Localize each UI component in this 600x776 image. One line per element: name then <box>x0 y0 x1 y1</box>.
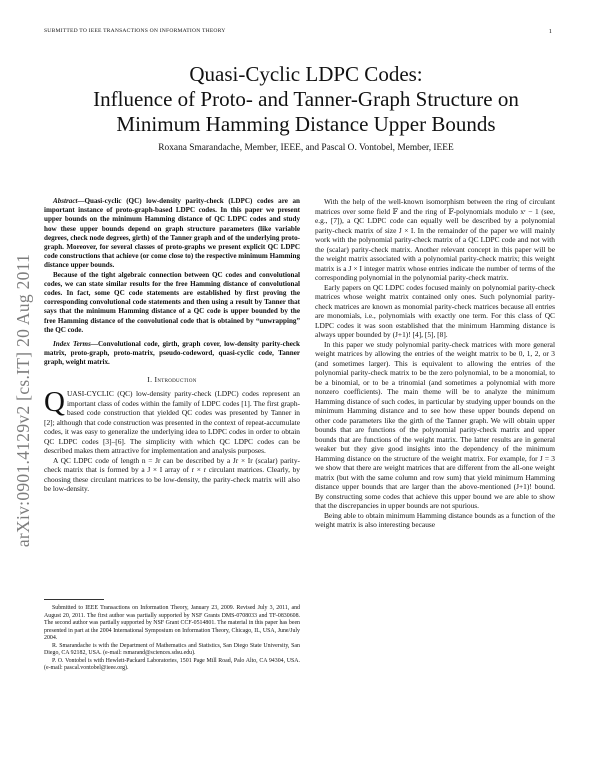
title-line-2: Influence of Proto- and Tanner-Graph Structure on <box>93 87 519 111</box>
footnote-author-2: P. O. Vontobel is with Hewlett-Packard Laboratories, 1501 Page Mill Road, Palo Alto, CA 94304, USA. (e-mail: pascal.vontobel@ieee.org). <box>44 657 300 671</box>
index-terms <box>44 340 300 368</box>
footnote-author-1: R. Smarandache is with the Department of Mathematics and Statistics, San Diego State University, San Diego, CA 92182, USA. (e-mail: rsmarand@sciences.sdsu.edu). <box>44 642 300 656</box>
arxiv-stamp-text: arXiv:0901.4129v2 [cs.IT] 20 Aug 2011 <box>13 253 34 547</box>
paper-title <box>60 62 552 137</box>
abstract-label: Abstract <box>53 197 78 205</box>
abstract-text: —Quasi-cyclic (QC) low-density parity-check (LDPC) codes are an important instance of proto-graph-based LDPC codes. In this paper we present upper bounds on the minimum Hamming distance of QC LDPC codes and study how these upper bounds depend on graph structure parameters (like variable degrees, check node degrees, girth) of the Tanner graph and of the underlying proto-graph. Moreover, for several classes of proto-graphs we present explicit QC LDPC code constructions that achieve (or come close to) the respective minimum Hamming distance upper bounds. <box>44 197 300 270</box>
running-head: SUBMITTED TO IEEE TRANSACTIONS ON INFORMATION THEORY <box>44 28 226 34</box>
right-paragraph-3: In this paper we study polynomial parity-check matrices with more general weight matrices by allowing the entries of the weight matrix to be 0, 1, 2, or 3 (and sometimes larger). This is equivalent to allowing the entries of the polynomial parity-check matrix to be the zero polynomial, to be a monomial, to be a binomial, or to be a trinomial (and sometimes a polynomial with more nonzero coefficients). The main theme will be to analyze the minimum Hamming distance of such codes, in particular by studying upper bounds on the minimum Hamming distance and to see how these upper bounds depend on other code parameters like the girth of the Tanner graph. We will obtain upper bounds that are functions of the polynomial parity-check matrix and upper bounds that are functions of the weight matrix. The latter results are in general weaker but they give good insights into the dependency of the minimum Hamming distance on the structure of the weight matrix. For example, for J = 3 we show that there are weight matrices that are different from the all-one weight matrix (but with the same column and row sum) that yield minimum Hamming distance upper bounds that are larger than the above-mentioned (J+1)! bound. By constructing some codes that achieve this upper bound we are able to show that the discrepancies in upper bounds are not spurious. <box>315 339 555 510</box>
right-paragraph-4: Being able to obtain minimum Hamming distance bounds as a function of the weight matrix is also interesting because <box>315 510 555 529</box>
abstract <box>44 197 300 271</box>
right-column <box>315 197 555 530</box>
footnote-submission: Submitted to IEEE Transactions on Information Theory, January 23, 2009. Revised July 3, 2011, and August 20, 2011. The first author was partially supported by NSF Grants DMS-0708033 and TF-0830608. The second author was partially supported by NSF Grant CCF-0514801. The material in this paper has been presented in part at the 2004 International Symposium on Information Theory, Chicago, IL, USA, June/July 2004. <box>44 605 300 641</box>
abstract-paragraph-2: Because of the tight algebraic connection between QC codes and convolutional codes, we can state similar results for the free Hamming distance of convolutional codes. In fact, some QC code statements are established by first proving the corresponding convolutional code statements and then using a result by Tanner that says that the minimum Hamming distance of a QC code is upper bounded by the free Hamming distance of the convolutional code that is obtained by “unwrapping” the QC code. <box>44 270 300 334</box>
drop-cap: Q <box>44 386 65 419</box>
section-number: I. <box>147 374 153 384</box>
footnotes <box>44 605 300 673</box>
arxiv-stamp <box>4 220 44 580</box>
intro-paragraph-2: A QC LDPC code of length n = Jr can be described by a Jr × Ir (scalar) parity-check matrix that is formed by a J × I array of r × r circulant matrices. Clearly, by choosing these circulant matrices to be low-density, the parity-check matrix will also be low-density. <box>44 455 300 494</box>
left-column <box>44 197 300 494</box>
page-number: 1 <box>548 28 552 35</box>
authors: Roxana Smarandache, Member, IEEE, and Pascal O. Vontobel, Member, IEEE <box>158 143 454 153</box>
footnote-rule <box>44 599 104 600</box>
right-paragraph-2: Early papers on QC LDPC codes focused mainly on polynomial parity-check matrices whose weight matrix contained only ones. Such polynomial parity-check matrices are known as monomial parity-check matrices because all entries are monomials, i.e., polynomials with exactly one term. For this class of QC LDPC codes it was soon established that the minimum Hamming distance is always upper bounded by (J+1)! [4], [5], [8]. <box>315 282 555 339</box>
section-heading <box>44 375 300 385</box>
intro-text-1: (QC) low-density parity-check (LDPC) codes represent an important class of codes within the family of LDPC codes [1]. The first graph-based code construction that yielded QC codes was presented by Tanner in [2]; although that code construction was presented in the context of repeat-accumulate codes, it was easy to generalize the underlying idea to LDPC codes in order to obtain QC LDPC codes [3]–[6]. The simplicity with which QC LDPC codes can be described makes them attractive for implementation and analysis purposes. <box>44 389 300 456</box>
index-terms-label: Index Terms <box>53 340 91 349</box>
index-terms-text: —Convolutional code, girth, graph cover, low-density parity-check matrix, proto-graph, proto-matrix, pseudo-codeword, quasi-cyclic code, Tanner graph, weight matrix. <box>44 340 300 367</box>
section-title: Introduction <box>154 374 197 384</box>
intro-paragraph-1 <box>44 386 300 456</box>
title-line-1: Quasi-Cyclic LDPC Codes: <box>189 62 423 86</box>
title-line-3: Minimum Hamming Distance Upper Bounds <box>116 112 496 136</box>
right-paragraph-1: With the help of the well-known isomorphism between the ring of circulant matrices over some field 𝔽 and the ring of 𝔽-polynomials modulo xʳ − 1 (see, e.g., [7]), a QC LDPC code can equally well be described by a polynomial parity-check matrix of size J × I. In the remainder of the paper we will mainly work with the polynomial parity-check matrix of a QC LDPC code and not with the (scalar) parity-check matrix. Another relevant concept in this paper will be the weight matrix associated with a polynomial parity-check matrix; this weight matrix is a J × I integer matrix whose entries indicate the number of terms of the corresponding polynomial in the polynomial parity-check matrix. <box>315 197 555 282</box>
intro-lead: UASI-CYCLIC <box>66 389 114 399</box>
